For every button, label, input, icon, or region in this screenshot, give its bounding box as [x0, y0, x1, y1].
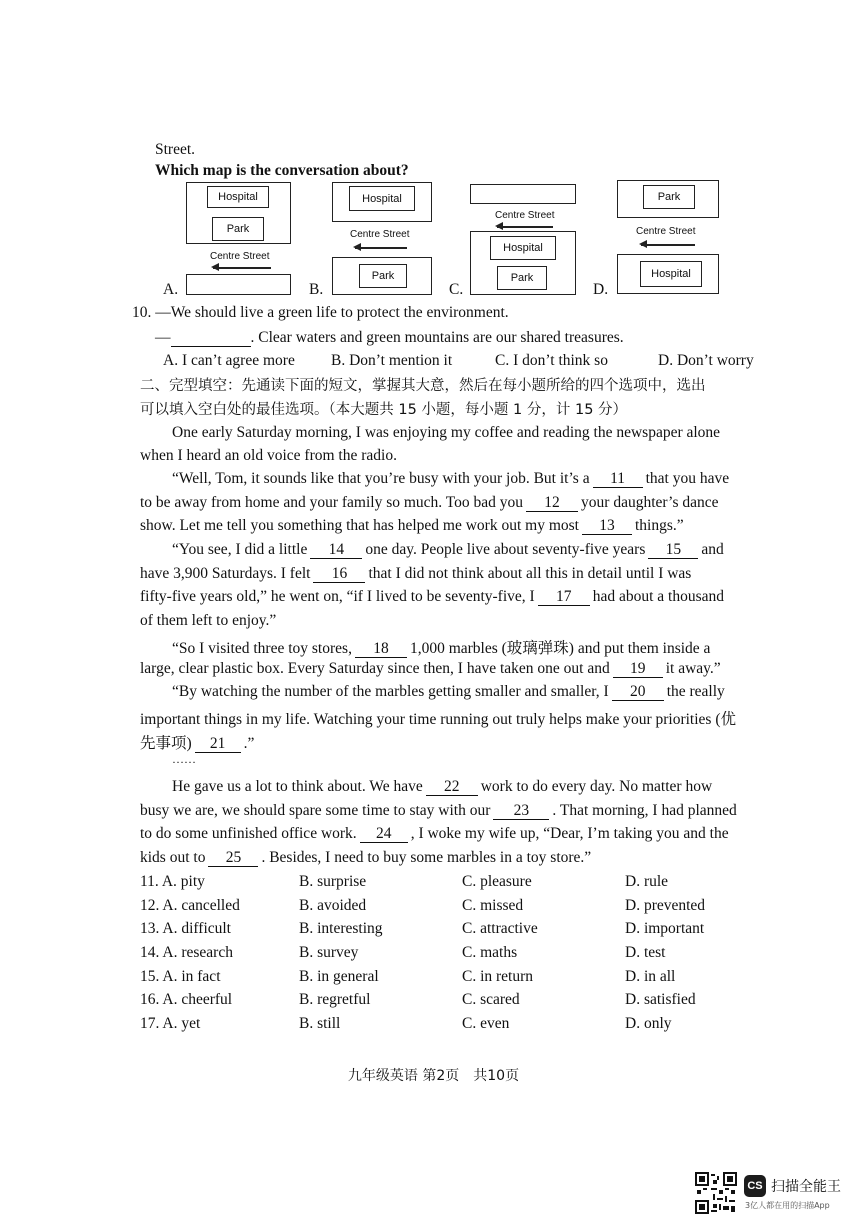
map-c-letter: C. [449, 281, 464, 298]
blank-17[interactable]: 17 [538, 589, 590, 606]
map-b-street: Centre Street [350, 229, 410, 240]
map-d-hospital: Hospital [640, 261, 702, 287]
q10-reply [155, 329, 795, 347]
option-16-c[interactable]: C. scared [462, 991, 520, 1008]
blank-22[interactable]: 22 [426, 779, 478, 796]
passage-p3b: have 3,900 Saturdays. I felt 16 that I did not think about all this in detail until I was [140, 565, 692, 582]
passage-p2b: to be away from home and your family so much. Too bad you 12 your daughter’s dance [140, 494, 719, 511]
scanner-brand-subtitle: 3亿人都在用的扫描App [745, 1201, 830, 1210]
map-c-hospital: Hospital [490, 236, 556, 260]
option-13-a[interactable]: 13. A. difficult [140, 920, 231, 937]
passage-p4b: large, clear plastic box. Every Saturday since then, I have taken one out and 19 it away.” [140, 660, 721, 677]
option-15-c[interactable]: C. in return [462, 968, 534, 985]
map-c-arrow-icon [497, 226, 553, 228]
passage-p4a: “So I visited three toy stores, 18 1,000 marbles (玻璃弹珠) and put them inside a [172, 640, 711, 657]
q10-option-d[interactable]: D. Don’t worry [658, 352, 754, 369]
option-12-d[interactable]: D. prevented [625, 897, 706, 914]
blank-15[interactable]: 15 [648, 542, 698, 559]
scanner-logo: CS [744, 1175, 766, 1197]
q10-option-c[interactable]: C. I don’t think so [495, 352, 608, 369]
q9-tail: Street. [155, 141, 196, 158]
blank-12[interactable]: 12 [526, 495, 578, 512]
blank-16[interactable]: 16 [313, 566, 365, 583]
passage-p3d: of them left to enjoy.” [140, 612, 277, 629]
blank-13[interactable]: 13 [582, 518, 632, 535]
option-11-c[interactable]: C. pleasure [462, 873, 532, 890]
option-12-c[interactable]: C. missed [462, 897, 524, 914]
option-13-b[interactable]: B. interesting [299, 920, 383, 937]
option-12-b[interactable]: B. avoided [299, 897, 367, 914]
map-b-arrow-icon [355, 247, 407, 249]
option-15-d[interactable]: D. in all [625, 968, 676, 985]
option-14-a[interactable]: 14. A. research [140, 944, 233, 961]
blank-11[interactable]: 11 [593, 471, 643, 488]
blank-21[interactable]: 21 [195, 736, 241, 753]
map-d-arrow-icon [641, 244, 695, 246]
blank-19[interactable]: 19 [613, 661, 663, 678]
passage-ellipsis: …… [172, 752, 196, 766]
page-footer: 九年级英语 第2页 共10页 [347, 1068, 520, 1084]
q10-reply-text: . Clear waters and green mountains are our shared treasures. [250, 329, 624, 346]
map-b-letter: B. [309, 281, 324, 298]
option-12-a[interactable]: 12. A. cancelled [140, 897, 240, 914]
qr-code-icon [695, 1172, 737, 1214]
map-b-hospital: Hospital [349, 186, 415, 211]
map-b-park: Park [359, 264, 407, 288]
blank-14[interactable]: 14 [310, 542, 362, 559]
q10-blank[interactable] [171, 330, 251, 347]
option-13-c[interactable]: C. attractive [462, 920, 538, 937]
blank-24[interactable]: 24 [360, 826, 408, 843]
option-14-d[interactable]: D. test [625, 944, 666, 961]
option-17-d[interactable]: D. only [625, 1015, 672, 1032]
map-d-street: Centre Street [636, 226, 696, 237]
passage-p3c: fifty-five years old,” he went on, “if I lived to be seventy-five, I 17 had about a thousand [140, 588, 724, 605]
option-15-a[interactable]: 15. A. in fact [140, 968, 221, 985]
passage-p6d: kids out to 25 . Besides, I need to buy some marbles in a toy store.” [140, 849, 592, 866]
q10-option-a[interactable]: A. I can’t agree more [163, 352, 295, 369]
map-a-bottom-block [186, 274, 291, 295]
passage-p5b: important things in my life. Watching your time running out truly helps make your priorities (优 [140, 711, 736, 728]
passage-p5c: 先事项) 21 .” [140, 735, 255, 752]
passage-p6b: busy we are, we should spare some time to stay with our 23 . That morning, I had planned [140, 802, 737, 819]
passage-p3a: “You see, I did a little 14 one day. People live about seventy-five years 15 and [172, 541, 724, 558]
q10-option-b[interactable]: B. Don’t mention it [331, 352, 453, 369]
section2-instruction-2: 可以填入空白处的最佳选项。（本大题共 15 小题，每小题 1 分，计 15 分） [140, 402, 628, 418]
map-d-letter: D. [593, 281, 609, 298]
passage-p2a: “Well, Tom, it sounds like that you’re busy with your job. But it’s a 11 that you have [172, 470, 730, 487]
map-a-hospital: Hospital [207, 186, 269, 208]
blank-18[interactable]: 18 [355, 641, 407, 658]
map-a-park: Park [212, 217, 264, 241]
map-a-arrow-icon [213, 267, 271, 269]
scanner-brand: 扫描全能王 [771, 1179, 841, 1195]
map-c-top-block [470, 184, 576, 204]
passage-p6c: to do some unfinished office work. 24 , I woke my wife up, “Dear, I’m taking you and the [140, 825, 729, 842]
passage-p5a: “By watching the number of the marbles getting smaller and smaller, I 20 the really [172, 683, 725, 700]
option-16-d[interactable]: D. satisfied [625, 991, 696, 1008]
map-a-street: Centre Street [210, 251, 270, 262]
option-11-a[interactable]: 11. A. pity [140, 873, 205, 890]
blank-25[interactable]: 25 [208, 850, 258, 867]
option-11-d[interactable]: D. rule [625, 873, 669, 890]
passage-p1b: when I heard an old voice from the radio. [140, 447, 397, 464]
blank-20[interactable]: 20 [612, 684, 664, 701]
option-11-b[interactable]: B. surprise [299, 873, 367, 890]
passage-p6a: He gave us a lot to think about. We have 22 work to do every day. No matter how [172, 778, 713, 795]
map-a-letter: A. [163, 281, 179, 298]
option-17-a[interactable]: 17. A. yet [140, 1015, 201, 1032]
q9-question: Which map is the conversation about? [155, 162, 409, 179]
passage-p2c: show. Let me tell you something that has helped me work out my most 13 things.” [140, 517, 684, 534]
option-17-b[interactable]: B. still [299, 1015, 341, 1032]
option-16-a[interactable]: 16. A. cheerful [140, 991, 233, 1008]
passage-p1a: One early Saturday morning, I was enjoying my coffee and reading the newspaper alone [172, 424, 721, 441]
section2-instruction-1: 二、完型填空：先通读下面的短文，掌握其大意，然后在每小题所给的四个选项中，选出 [140, 378, 706, 394]
map-c-park: Park [497, 266, 547, 290]
option-16-b[interactable]: B. regretful [299, 991, 371, 1008]
map-d-park: Park [643, 185, 695, 209]
option-15-b[interactable]: B. in general [299, 968, 379, 985]
option-13-d[interactable]: D. important [625, 920, 705, 937]
q10-dash: — [155, 329, 171, 346]
q10-stem: 10. —We should live a green life to protect the environment. [132, 304, 509, 321]
map-c-street: Centre Street [495, 210, 555, 221]
blank-23[interactable]: 23 [493, 803, 549, 820]
option-14-b[interactable]: B. survey [299, 944, 359, 961]
option-14-c[interactable]: C. maths [462, 944, 518, 961]
option-17-c[interactable]: C. even [462, 1015, 510, 1032]
